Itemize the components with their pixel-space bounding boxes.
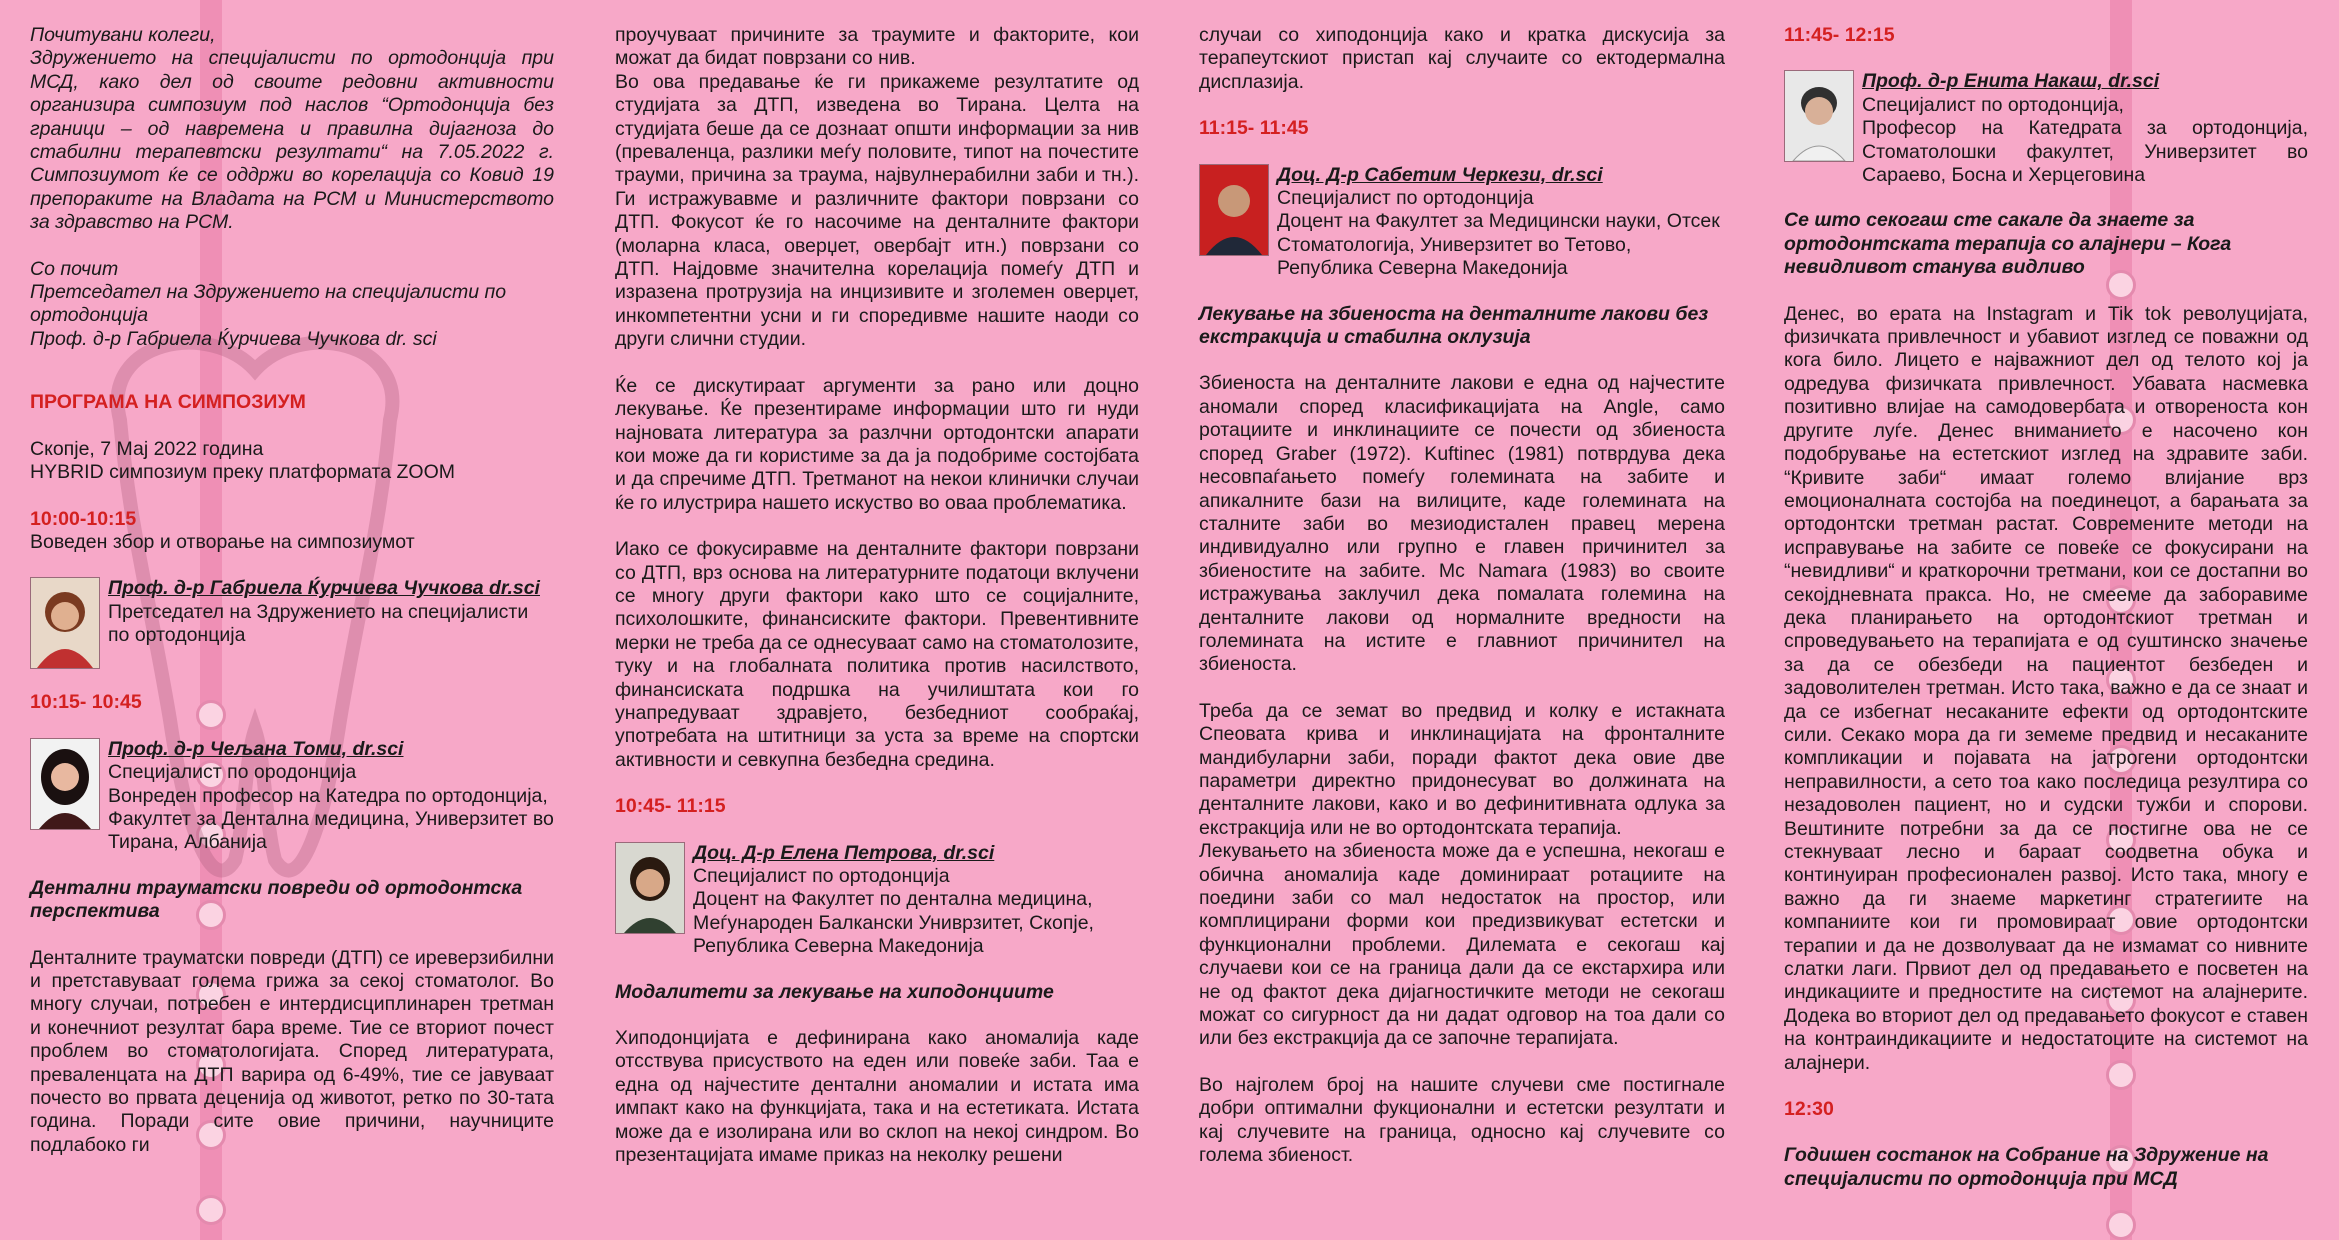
session-title: Годишен состанок на Собрание на Здружение на специјалисти по ортодонција при МСД: [1784, 1144, 2269, 1190]
regards-role: Претседател на Здружението на специјалисти по ортодонција: [30, 281, 507, 327]
greeting: Почитувани колеги,: [30, 24, 216, 46]
lecture-text: Хиподонцијата е дефинирана како аномалија каде отсствува присуството на еден или повеќе заби. Таа е една од најчестите дентални аномалии и истата има импакт како на функцијата, така и на естетиката. Истата може да е изолирана или во склоп на некој синдром. Во презентацијата имаме приказ на неколку решени: [615, 1027, 1139, 1167]
lecture-text: Збиеноста на денталните лакови е една од најчестите аномали според класификацијата на Angle, само ротациите и инклинациите се почести од збиеноста според Graber (1972). Kuftinec (1981) потврдува дека несовпаѓањето помеѓу големината на забите и апикалните бази на вилиците, каде големината на сталните заби во мезиодистален правец мерена индивидуално или групно е главен причинител за збиеностите на забите. Mc Namara (1983) во своите истражувања заклучил дека помалата големина на денталните лакови од нормалните вредности на големината на истите е главниот причинител на збиеноста.: [1199, 372, 1725, 676]
session-time: 11:45- 12:15: [1784, 24, 1895, 46]
lecture-text: проучуваат причините за траумите и факторите, кои можат да бидат поврзани со нив. Во ова предавање ќе ги прикажеме резултатите од студијата за ДТП, изведена во Тирана. Целта на студијата беше да се дознаат општи информации за нив (преваленца, разлики меѓу половите, типот на почестите трауми, причина за траума, највулнерабилни заби и тн.). Ги истражувавме и различните фактори поврзани со ДТП. Фокусот ќе го насочиме на денталните фактори (моларна класа, оверџет, овербајт итн.) поврзани со ДТП. Најдовме значителна корелација помеѓу ДТП и изразена протрузија на инцизивите и зголемен оверџет, инкомпетентни усни и ги споредивме нашите наоди со други слични студии.: [615, 24, 1139, 351]
regards: Со почит: [30, 257, 119, 280]
speaker-block: [30, 738, 554, 855]
lecture-topic: Лекување на збиеноста на денталните лакови без екстракција и стабилна оклузија: [1199, 302, 1709, 349]
session-time: 10:45- 11:15: [615, 795, 726, 818]
speaker-affiliation: Специјалист по ортодонција, Професор на Катедрата за ортодонција, Стоматолошки факултет, Универзитет во Сараево, Босна и Херцеговина: [1862, 93, 2308, 187]
lecture-text: случаи со хиподонција како и кратка дискусија за терапеутскиот пристап кај случаите со ектодермална дисплазија.: [1199, 24, 1725, 93]
speaker-block: [1199, 164, 1725, 281]
speaker-affiliation: Специјалист по ортодонција Доцент на Факултет по дентална медицина, Меѓународен Балкански Униврзитет, Скопје, Република Северна Македонија: [693, 865, 1094, 958]
lecture-text: Ќе се дискутираат аргументи за рано или доцно лекување. Ќе презентираме информации што ги нуди најновата литература за разлчни ортодонтски апарати кои може да ги користиме за да ја подобриме состојбата и да спречиме ДТП. Третманот на некои клинички случаи ќе го илустрира нашето искуство во оваа проблематика.: [615, 374, 1139, 514]
speaker-name: Доц. Д-р Елена Петрова, dr.sci: [693, 841, 995, 864]
speaker-name: Проф. д-р Чељана Toмu, dr.sci: [108, 737, 404, 760]
speaker-block: [1784, 70, 2308, 187]
lecture-text: Во најголем број на нашите случеви сме постигнале добри оптимални фукционални и естетски резултати и кај случевите на граница, односно кај случевите со голема збиеност.: [1199, 1073, 1725, 1167]
session-time: 11:15- 11:45: [1199, 117, 1309, 140]
speaker-photo: [615, 842, 685, 934]
session-time: 10:15- 10:45: [30, 691, 142, 714]
session-title: Воведен збор и отворање на симпозиумот: [30, 530, 415, 553]
lecture-text: Треба да се земат во предвид и колку е истакната Спеовата крива и инклинацијата на фронталните мандибуларни заби, поради фактот дека овие две параметри директно придонесуват во должината на денталните лакови, како и во дефинитивната одлука за екстракција или не во ортодонтската терапија. Лекувањето на збиеноста може да е успешна, некогаш е обична аномалија каде доминираат ротациите на поедини заби со мал недостаток на простор, или комплицирани форми кои предизвикуват естетски и функционални проблеми. Дилемата е секогаш кај случаеви кои се на граница дали да се екстархира или не од фактот дека дијагностичките методи не секогаш можат со сигурност да ни дадат одговор на тоа дали со или без екстракција да се започне терапијата.: [1199, 699, 1725, 1050]
lecture-topic: Се што секогаш сте сакале да знаете за ортодонтската терапија со алајнери – Кога невидливот станува видливо: [1784, 209, 2232, 279]
speaker-photo: [1199, 164, 1269, 256]
speaker-block: [30, 577, 554, 669]
session-time: 12:30: [1784, 1098, 1834, 1121]
lecture-text: Денталните трауматски повреди (ДТП) се иреверзибилни и претставуваат голема грижа за секој стоматолог. Во многу случаи, потребен е интердисциплинарен третман и конечниот резултат бара време. Тие се вториот почест проблем во стоматологијата. Според литературата, преваленцата на ДТП варира од 6-49%, тие се јавуваат почесто во првата деценија од животот, ретко по 30-тата година. Поради сите овие причини, научниците подлабоко ги: [30, 946, 554, 1156]
program-title: ПРОГРАМА НА СИМПОЗИУМ: [30, 391, 306, 414]
speaker-photo: [30, 577, 100, 669]
lecture-text: Иако се фокусиравме на денталните фактори поврзани со ДТП, врз основа на литературните податоци вклучени се многу други фактори како што се социјалните, психолошките, финансиските фактори. Превентивните мерки не треба да се однесуваат само на стоматолозите, туку и на глобалната политика против насилството, финансиската подршка на училиштата кои го унапредуваат здравјето, безбедниот сообраќај, употребата на штитници за уста за време на спортски активности и севкупна безбедна средина.: [615, 538, 1139, 771]
speaker-photo: [30, 738, 100, 830]
lecture-text: Денес, во ерата на Instagram и Tik tok револуцијата, физичката привлечност и убавиот изглед се поважни од кога било. Лицето е најважниот дел од телото кој ја одредува физичката привлечност. Убавата насмевка позитивно влијае на самодовербата и отвореноста кон другите луѓе. Денес вниманието е насочено кон подобрување на естетскиот изглед на здравите заби. “Кривите заби“ имаат големо влијание врз емоционалната состојба на поединецот, а барањата за ортодонтски третман растат. Современите методи на исправување на забите се повеќе се фокусирани на “невидливи“ и краткорочни третмани, кои се достапни во секојдневната пракса. Но, не смееме да заборавиме дека планирањето на ортодонтскиот третман и спроведувањето на терапијата е од суштинско значење за да се обезбеди на пациентот безбеден и задоволителен третман. Исто така, важно е да се знаат и да се избегнат несаканите ефекти од ортодонтските сили. Секако мора да ги земеме предвид и несаканите компликации и појавата на јатрогени ортодонтски неправилности, а сето тоа како последица резултира со незадоволен пациент, но и судски тужби и спорови. Вештините потребни за да се постигне ова не се стекнуваат лесно и бараат соодветна обука и континуиран професионален развој. Исто така, многу е важно да ги знаеме маркетинг стратегиите на компаниите кои ги промовираат овие ортодонтски терапии и да не дозволуваат да не измамат со нивните слатки лаги. Првиот дел од предавањето е посветен на индикациите и предностите на системот на алајнерите. Додека во вториот дел од предавањето фокусот е ставен на контраиндикациите и недостатоците на системот на алајнери.: [1784, 302, 2308, 1074]
speaker-photo: [1784, 70, 1854, 162]
speaker-affiliation: Специјалист по ортодонција Доцент на Факултет за Медицински науки, Отсек Стоматологија, Универзитет во Тетово, Република Северна Македонија: [1277, 187, 1720, 280]
column-4: [1784, 24, 2308, 1191]
speaker-name: Доц. Д-р Сабетим Черкези, dr.sci: [1277, 163, 1603, 186]
speaker-name: Проф. д-р Енита Накаш, dr.sci: [1862, 70, 2160, 93]
column-1: [30, 24, 554, 1180]
column-2: [615, 24, 1139, 1190]
speaker-name: Проф. д-р Габриела Ќурчиева Чучкова dr.sci: [108, 577, 540, 600]
hybrid-note: HYBRID симпозиум преку платформата ZOOM: [30, 461, 455, 484]
lecture-topic: Модалитети за лекување на хиподонциите: [615, 980, 1054, 1003]
regards-name: Проф. д-р Габриела Ќурчиева Чучкова dr. sci: [30, 327, 437, 350]
session-time: 10:00-10:15: [30, 507, 137, 530]
place-date: Скопје, 7 Мај 2022 година: [30, 437, 264, 460]
speaker-affiliation: Претседател на Здружението на специјалисти по ортодонција: [108, 600, 529, 647]
speaker-affiliation: Специјалист по ородонција Вонреден професор на Катедра по ортодонција, Факултет за Дентална медицина, Универзитет во Тирана, Албанија: [108, 761, 554, 854]
intro-paragraph: Здружението на специјалисти по ортодонција при МСД, како дел од своите редовни активности организира симпозиум под наслов “Ортодонција без граници – од навремена и правилна дијагноза до стабилни терапевтски резултати“ на 7.05.2022 г. Симпозиумот ќе се оддржи во корелација со Ковид 19 препораките на Владата на РСМ и Министерството за здравство на РСМ.: [30, 47, 554, 234]
column-3: [1199, 24, 1725, 1190]
speaker-block: [615, 842, 1139, 959]
lecture-topic: Дентални трауматски повреди од ортодонтска перспектива: [30, 876, 523, 923]
